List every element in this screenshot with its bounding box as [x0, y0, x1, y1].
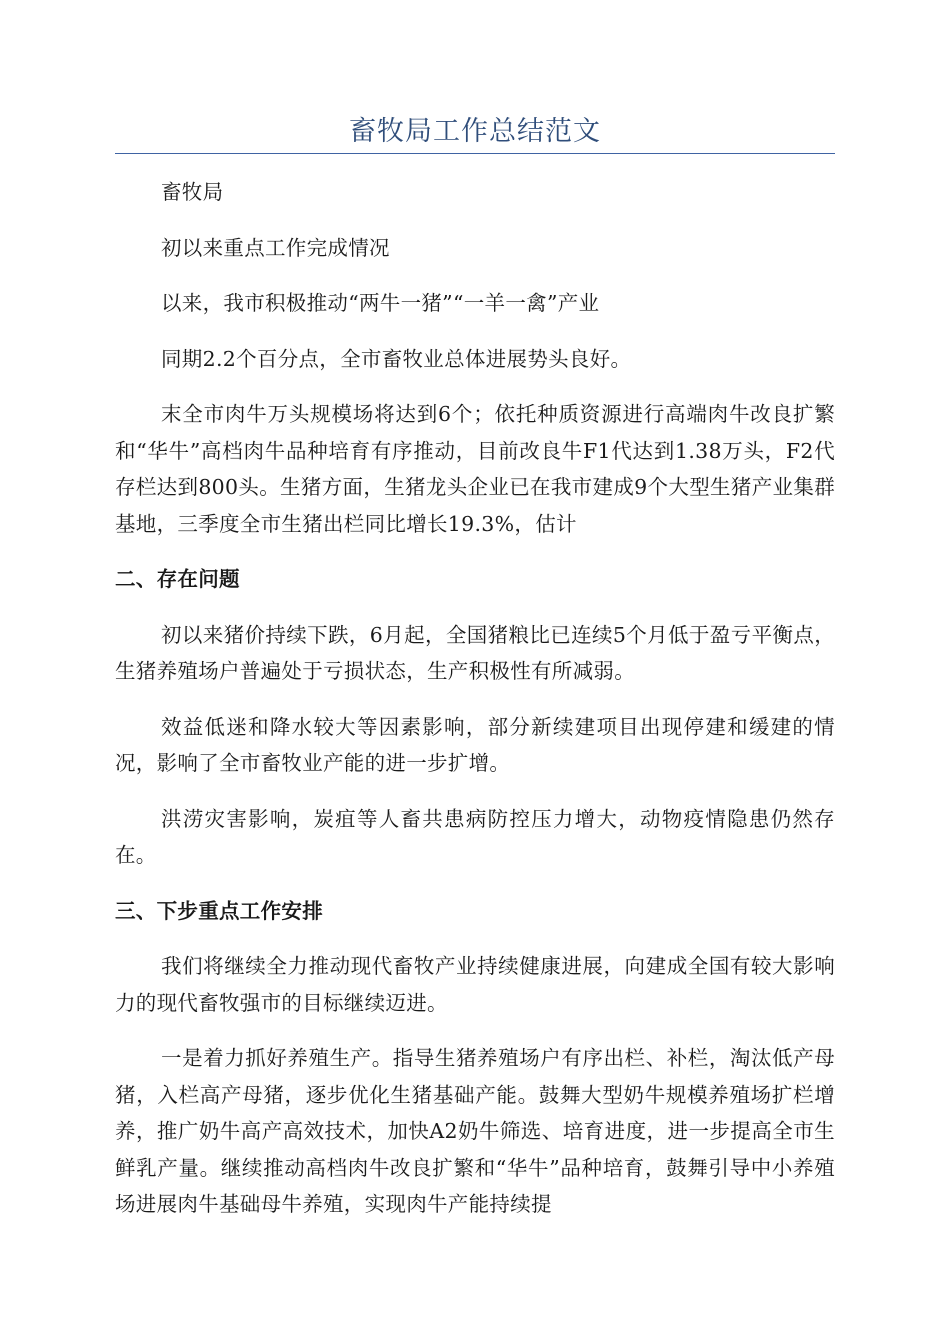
document-title: 畜牧局工作总结范文: [349, 116, 601, 147]
paragraph-bureau: 畜牧局: [161, 180, 224, 204]
paragraph-goal: 我们将继续全力推动现代畜牧产业持续健康进展，向建成全国有较大影响力的现代畜牧强市的目标继续迈进。: [115, 954, 835, 1015]
document-body: [115, 174, 835, 1242]
paragraph-cattle-pigs: 末全市肉牛万头规模场将达到6个；依托种质资源进行高端肉牛改良扩繁和“华牛”高档肉牛品种培育有序推动，目前改良牛F1代达到1.38万头，F2代存栏达到800头。生猪方面，生猪龙头企业已在我市建成9个大型生猪产业集群基地，三季度全市生猪出栏同比增长19.3%，估计: [115, 402, 835, 536]
paragraph-industry-push: 以来，我市积极推动“两牛一猪”“一羊一禽”产业: [161, 291, 600, 315]
paragraph-projects: 效益低迷和降水较大等因素影响，部分新续建项目出现停建和缓建的情况，影响了全市畜牧业产能的进一步扩增。: [115, 714, 835, 775]
title-underline: [115, 153, 835, 154]
paragraph-disease: 洪涝灾害影响，炭疽等人畜共患病防控压力增大，动物疫情隐患仍然存在。: [115, 806, 835, 867]
paragraph-production: 一是着力抓好养殖生产。指导生猪养殖场户有序出栏、补栏，淘汰低产母猪，入栏高产母猪，逐步优化生猪基础产能。鼓舞大型奶牛规模养殖场扩栏增养，推广奶牛高产高效技术，加快A2奶牛筛选、培育进度，进一步提高全市生鲜乳产量。继续推动高档肉牛改良扩繁和“华牛”品种培育，鼓舞引导中小养殖场进展肉牛基础母牛养殖，实现肉牛产能持续提: [115, 1046, 835, 1216]
paragraph-work-completion: 初以来重点工作完成情况: [161, 235, 390, 260]
paragraph-pig-prices: 初以来猪价持续下跌，6月起，全国猪粮比已连续5个月低于盈亏平衡点，生猪养殖场户普遍处于亏损状态，生产积极性有所减弱。: [115, 622, 835, 683]
paragraph-growth: 同期2.2个百分点，全市畜牧业总体进展势头良好。: [161, 346, 632, 371]
section-heading-next-steps: 三、下步重点工作安排: [115, 898, 323, 923]
section-heading-problems: 二、存在问题: [115, 567, 240, 591]
